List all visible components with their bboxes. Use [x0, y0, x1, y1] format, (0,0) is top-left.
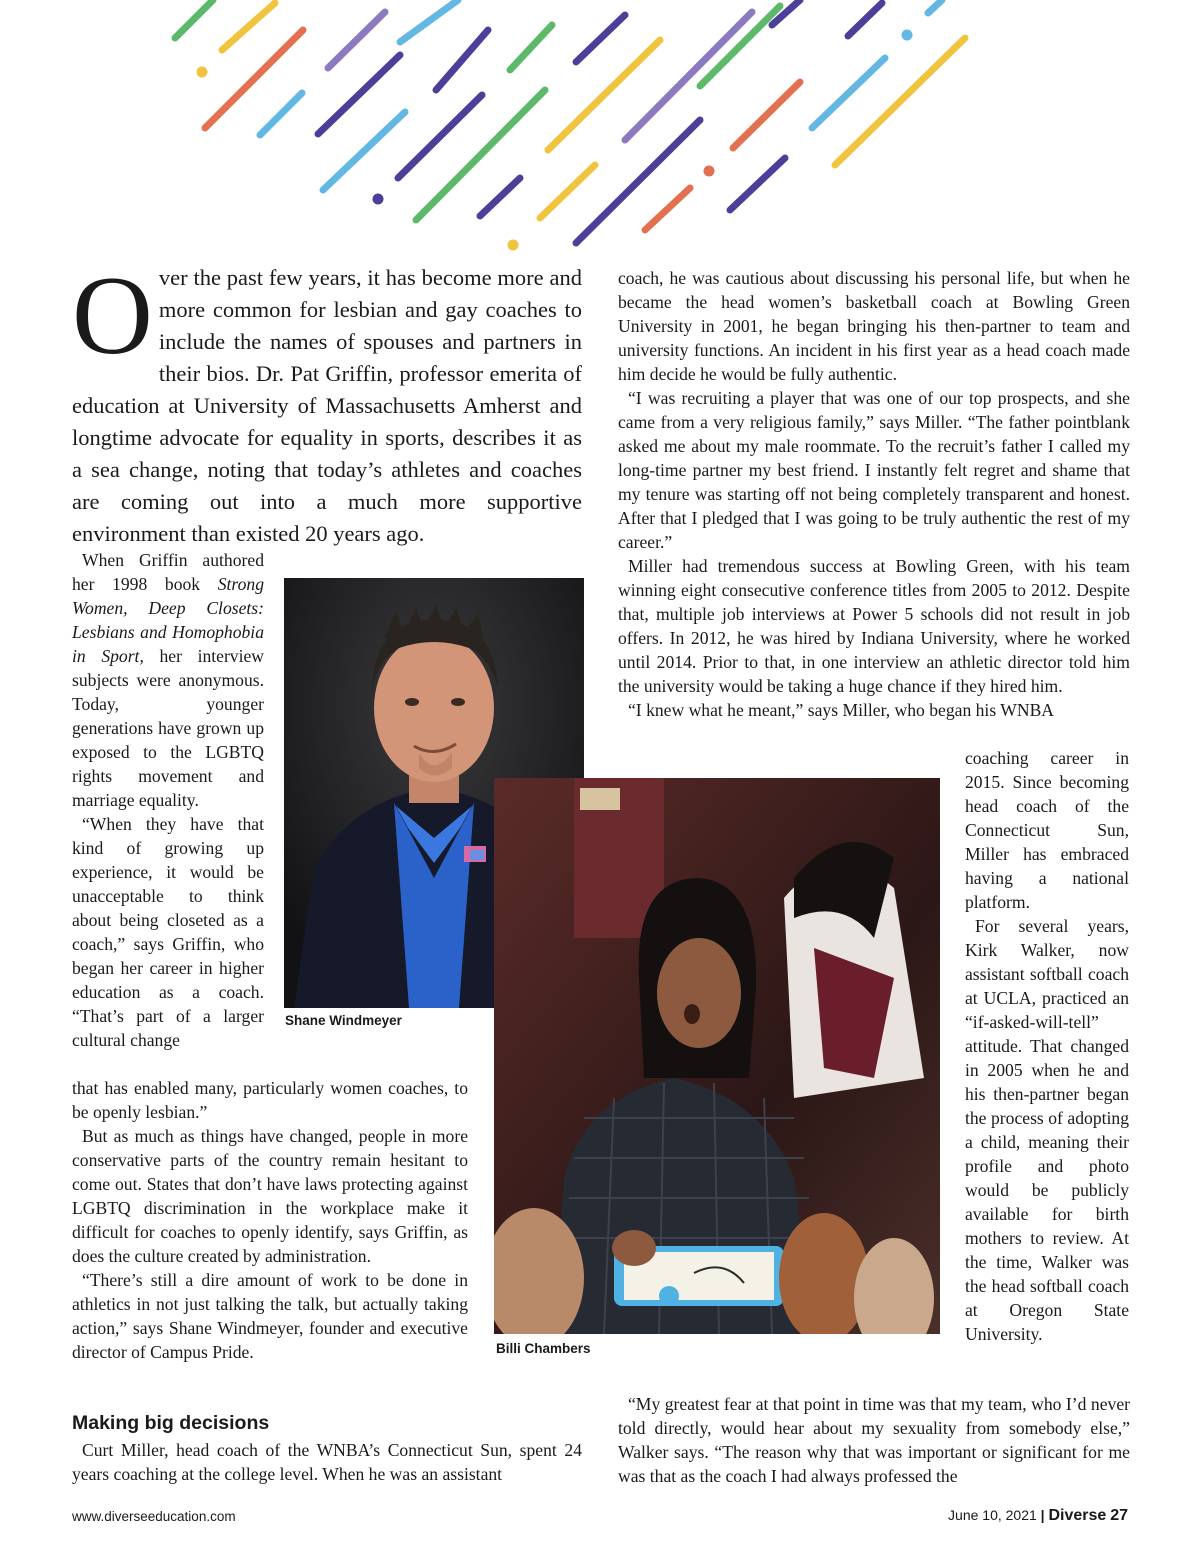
- paragraph: Miller had tremendous success at Bowling Green, with his team winning eight consecutive conference titles from 2005 to 2012. Despite that, multiple job interviews at Power 5 schools did not result in job offers. In 2012, he was hired by Indiana University, where he worked until 2014. Prior to that, in one interview an athletic director told him the university would be taking a huge chance if they hired him.: [618, 556, 1130, 696]
- left-narrow-column: [72, 548, 264, 1052]
- footer-date: June 10, 2021: [948, 1507, 1037, 1523]
- footer-issue-info: [948, 1507, 1128, 1525]
- footer-website: www.diverseeducation.com: [72, 1509, 236, 1524]
- intro-paragraph: [72, 254, 582, 550]
- paragraph: “I knew what he meant,” says Miller, who began his WNBA: [628, 700, 1055, 720]
- intro-text: ver the past few years, it has become more and more common for lesbian and gay coaches to include the names of spouses and partners in their bios. Dr. Pat Griffin, professor emerita of education at University of Massachusetts Amherst and longtime advocate for equality in sports, describes it as a sea change, noting that today’s athletes and coaches are coming out into a much more supportive environment than existed 20 years ago.: [72, 265, 582, 546]
- left-wide-column: [72, 1076, 468, 1364]
- windmeyer-caption: Shane Windmeyer: [285, 1013, 402, 1028]
- paragraph: coach, he was cautious about discussing his personal life, but when he became the head women’s basketball coach at Bowling Green University in 2001, he began bringing his then-partner to team and university functions. An incident in his first year as a head coach made him decide he would be fully authentic.: [618, 268, 1130, 384]
- paragraph: For several years, Kirk Walker, now assistant softball coach at UCLA, practiced an “if-asked-will-tell” attitude. That changed in 2005 when he and his then-partner began the process of adopting a child, meaning their profile and photo would be publicly available for birth mothers to review. At the time, Walker was the head softball coach at Oregon State University.: [965, 916, 1129, 1344]
- paragraph: that has enabled many, particularly women coaches, to be openly lesbian.”: [72, 1078, 468, 1122]
- paragraph: “I was recruiting a player that was one of our top prospects, and she came from a very religious family,” says Miller. “The father pointblank asked me about my male roommate. To the recruit’s father I called my long-time partner my best friend. I instantly felt regret and shame that my tenure was starting off not being completely transparent and honest. After that I pledged that I was going to be truly authentic the rest of my career.”: [618, 388, 1130, 552]
- paragraph: “There’s still a dire amount of work to be done in athletics in not just talking the talk, but actually taking action,” says Shane Windmeyer, founder and executive director of Campus Pride.: [72, 1270, 468, 1362]
- paragraph: coaching career in 2015. Since becoming head coach of the Connecticut Sun, Miller has embraced having a national platform.: [965, 748, 1129, 912]
- coach-illustration: [494, 778, 940, 1334]
- right-narrow-column: [965, 746, 1129, 1346]
- book-title: Strong Women, Deep Closets: Lesbians and Homophobia in Sport,: [72, 574, 264, 666]
- drop-cap: O: [72, 254, 153, 378]
- paragraph: “My greatest fear at that point in time was that my team, who I’d never told directly, would hear about my sexuality from somebody else,” Walker says. “The reason why that was important or significant for me was that as the coach I had always professed the: [618, 1394, 1130, 1486]
- paragraph: But as much as things have changed, people in more conservative parts of the country remain hesitant to come out. States that don’t have laws protecting against LGBTQ discrimination in the workplace make it difficult for coaches to openly identify, says Griffin, as does the culture created by administration.: [72, 1126, 468, 1266]
- footer-page-number: 27: [1110, 1507, 1128, 1524]
- paragraph: Curt Miller, head coach of the WNBA’s Connecticut Sun, spent 24 years coaching at the college level. When he was an assistant: [72, 1440, 582, 1484]
- chambers-caption: Billi Chambers: [496, 1341, 591, 1356]
- section-body: [72, 1438, 582, 1486]
- right-column: [618, 266, 1130, 722]
- paragraph: When Griffin authored her 1998 book Strong Women, Deep Closets: Lesbians and Homophobia in Sport, her interview subjects were anonymous. Today, younger generations have grown up exposed to the LGBTQ rights movement and marriage equality.: [72, 550, 265, 810]
- footer-separator: |: [1040, 1507, 1045, 1523]
- section-heading: Making big decisions: [72, 1412, 270, 1434]
- right-column-continued: [618, 1392, 1130, 1488]
- paragraph: “When they have that kind of growing up experience, it would be unacceptable to think about being closeted as a coach,” says Griffin, who began her career in higher education as a coach. “That’s part of a larger cultural change: [72, 814, 264, 1050]
- chambers-photo: [494, 778, 940, 1334]
- decorative-confetti-lines: [0, 0, 1200, 260]
- footer-publication: Diverse: [1048, 1507, 1107, 1524]
